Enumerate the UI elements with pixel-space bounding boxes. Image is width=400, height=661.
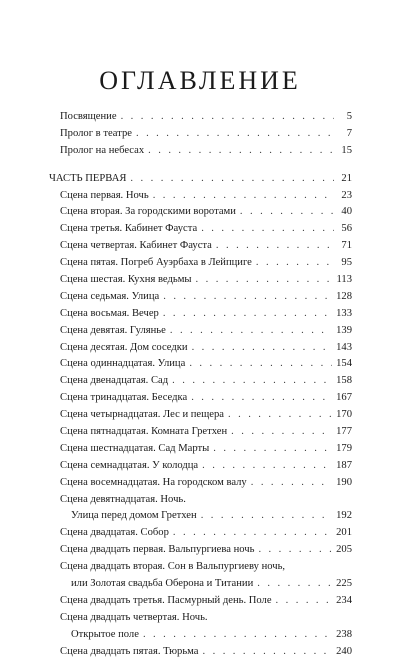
toc-entry-scene-24[interactable] (49, 610, 352, 627)
dot-leader (172, 373, 332, 390)
toc-entry-label: Сцена двадцатая. Собор (60, 527, 169, 539)
dot-leader (216, 238, 334, 255)
toc-entry-page: 238 (336, 628, 352, 640)
toc-entry-scene-21[interactable] (49, 542, 352, 559)
toc-entry-page: 40 (341, 206, 352, 218)
toc-entry-page: 95 (341, 257, 352, 269)
toc-entry-label: Сцена двенадцатая. Сад (60, 375, 169, 387)
toc-entry-label: Сцена восемнадцатая. На городском валу (60, 476, 247, 488)
toc-entry-page: 177 (336, 426, 352, 438)
toc-entry-scene[interactable] (49, 356, 352, 373)
toc-entry-scene-25[interactable] (49, 644, 352, 661)
toc-entry-label: Сцена пятая. Погреб Ауэрбаха в Лейпциге (60, 257, 252, 269)
dot-leader (201, 221, 334, 238)
toc-entry-page: 192 (336, 510, 352, 522)
toc-entry-label: Сцена двадцать первая. Вальпургиева ночь (60, 544, 255, 556)
toc-entry-label: ЧАСТЬ ПЕРВАЯ (49, 172, 127, 184)
toc-entry-label: Сцена двадцать вторая. Сон в Вальпургиеву ночь, (60, 561, 286, 573)
toc-entry-scene[interactable] (49, 306, 352, 323)
toc-entry-page: 15 (341, 144, 352, 156)
toc-entry-page: 187 (336, 459, 352, 471)
toc-entry-label: Сцена семнадцатая. У колодца (60, 459, 199, 471)
toc-entry-page: 139 (336, 324, 352, 336)
toc-entry-label: Сцена четвертая. Кабинет Фауста (60, 240, 212, 252)
toc-entry-scene[interactable] (49, 390, 352, 407)
table-of-contents (49, 109, 352, 661)
toc-entry-label: Сцена пятнадцатая. Комната Гретхен (60, 426, 228, 438)
toc-entry-page: 201 (336, 527, 352, 539)
dot-leader (256, 255, 334, 272)
toc-entry-dedication[interactable] (49, 109, 352, 126)
toc-entry-label: Сцена двадцать третья. Пасмурный день. Поле (60, 594, 272, 606)
toc-entry-label: Сцена первая. Ночь (60, 189, 149, 201)
toc-entry-label: Сцена четырнадцатая. Лес и пещера (60, 409, 224, 421)
toc-entry-scene-22[interactable] (49, 559, 352, 576)
toc-entry-page: 240 (336, 645, 352, 657)
toc-entry-scene-24-cont[interactable] (49, 627, 352, 644)
toc-entry-prologue-heaven[interactable] (49, 143, 352, 160)
toc-entry-page: 225 (336, 578, 352, 590)
toc-entry-page: 179 (336, 442, 352, 454)
toc-entry-label: Сцена двадцать четвертая. Ночь. (60, 611, 208, 623)
toc-entry-label: Сцена седьмая. Улица (60, 290, 160, 302)
toc-entry-label: Сцена тринадцатая. Беседка (60, 392, 188, 404)
toc-entry-page: 133 (336, 307, 352, 319)
dot-leader (257, 576, 332, 593)
dot-leader (228, 407, 332, 424)
section-gap (49, 160, 352, 171)
toc-entry-part-one[interactable] (49, 171, 352, 188)
dot-leader (213, 441, 332, 458)
toc-entry-scene[interactable] (49, 238, 352, 255)
toc-entry-label: Сцена девятнадцатая. Ночь. (60, 493, 186, 505)
toc-entry-scene[interactable] (49, 272, 352, 289)
toc-entry-label: или Золотая свадьба Оберона и Титании (71, 578, 254, 590)
toc-entry-label: Сцена третья. Кабинет Фауста (60, 223, 198, 235)
toc-entry-label: Сцена восьмая. Вечер (60, 307, 159, 319)
toc-entry-prologue-theatre[interactable] (49, 126, 352, 143)
toc-entry-scene[interactable] (49, 407, 352, 424)
toc-entry-scene[interactable] (49, 204, 352, 221)
toc-entry-scene[interactable] (49, 424, 352, 441)
toc-entry-label: Открытое поле (71, 628, 139, 640)
dot-leader (258, 542, 332, 559)
toc-entry-page: 154 (336, 358, 352, 370)
toc-entry-page: 158 (336, 375, 352, 387)
dot-leader (189, 356, 332, 373)
toc-entry-label: Улица перед домом Гретхен (71, 510, 197, 522)
toc-entry-label: Сцена вторая. За городскими воротами (60, 206, 236, 218)
dot-leader (251, 475, 332, 492)
dot-leader (191, 390, 332, 407)
dot-leader (163, 289, 332, 306)
dot-leader (170, 323, 332, 340)
toc-entry-page: 7 (346, 127, 352, 139)
toc-entry-label: Сцена двадцать пятая. Тюрьма (60, 645, 199, 657)
toc-entry-label: Пролог на небесах (60, 144, 145, 156)
toc-entry-scene[interactable] (49, 373, 352, 390)
toc-entry-page: 205 (336, 544, 352, 556)
page-title: ОГЛАВЛЕНИЕ (99, 66, 301, 95)
toc-entry-page: 143 (336, 341, 352, 353)
dot-leader (202, 458, 332, 475)
toc-entry-scene[interactable] (49, 289, 352, 306)
toc-entry-scene[interactable] (49, 188, 352, 205)
toc-entry-page: 113 (336, 274, 352, 285)
toc-entry-scene-23[interactable] (49, 593, 352, 610)
toc-entry-scene[interactable] (49, 221, 352, 238)
toc-entry-label: Сцена шестнадцатая. Сад Марты (60, 442, 210, 454)
dot-leader (240, 204, 334, 221)
toc-entry-scene-19[interactable] (49, 492, 352, 509)
toc-entry-scene[interactable] (49, 323, 352, 340)
toc-entry-page: 71 (341, 240, 352, 252)
toc-entry-page: 190 (336, 476, 352, 488)
toc-entry-scene[interactable] (49, 458, 352, 475)
dot-leader (130, 171, 334, 188)
dot-leader (163, 306, 332, 323)
toc-entry-label: Сцена шестая. Кухня ведьмы (60, 274, 192, 285)
dot-leader (276, 593, 333, 610)
dot-leader (192, 340, 333, 357)
dot-leader (121, 109, 334, 126)
scene-list (49, 188, 352, 492)
dot-leader (148, 143, 334, 160)
dot-leader (173, 525, 332, 542)
toc-entry-page: 167 (336, 392, 352, 404)
toc-entry-label: Пролог в театре (60, 127, 132, 139)
toc-entry-page: 5 (346, 110, 352, 122)
toc-entry-scene[interactable] (49, 255, 352, 272)
dot-leader (136, 126, 334, 143)
toc-entry-page: 234 (336, 594, 352, 606)
toc-entry-label: Сцена одиннадцатая. Улица (60, 358, 186, 370)
dot-leader (201, 508, 332, 525)
toc-entry-page: 23 (341, 189, 352, 201)
toc-entry-scene-19-cont[interactable] (49, 508, 352, 525)
toc-entry-scene[interactable] (49, 340, 352, 357)
toc-entry-scene-22-cont[interactable] (49, 576, 352, 593)
dot-leader (196, 272, 333, 289)
dot-leader (153, 188, 334, 205)
dot-leader (143, 627, 332, 644)
toc-entry-label: Сцена девятая. Гулянье (60, 324, 166, 336)
toc-entry-page: 56 (341, 223, 352, 235)
toc-entry-page: 128 (336, 290, 352, 302)
dot-leader (231, 424, 332, 441)
toc-entry-scene[interactable] (49, 441, 352, 458)
toc-entry-scene-20[interactable] (49, 525, 352, 542)
toc-entry-scene[interactable] (49, 475, 352, 492)
toc-entry-label: Сцена десятая. Дом соседки (60, 341, 188, 353)
dot-leader (203, 644, 333, 661)
toc-entry-label: Посвящение (60, 110, 117, 122)
toc-entry-page: 170 (336, 409, 352, 421)
toc-entry-page: 21 (341, 172, 352, 184)
